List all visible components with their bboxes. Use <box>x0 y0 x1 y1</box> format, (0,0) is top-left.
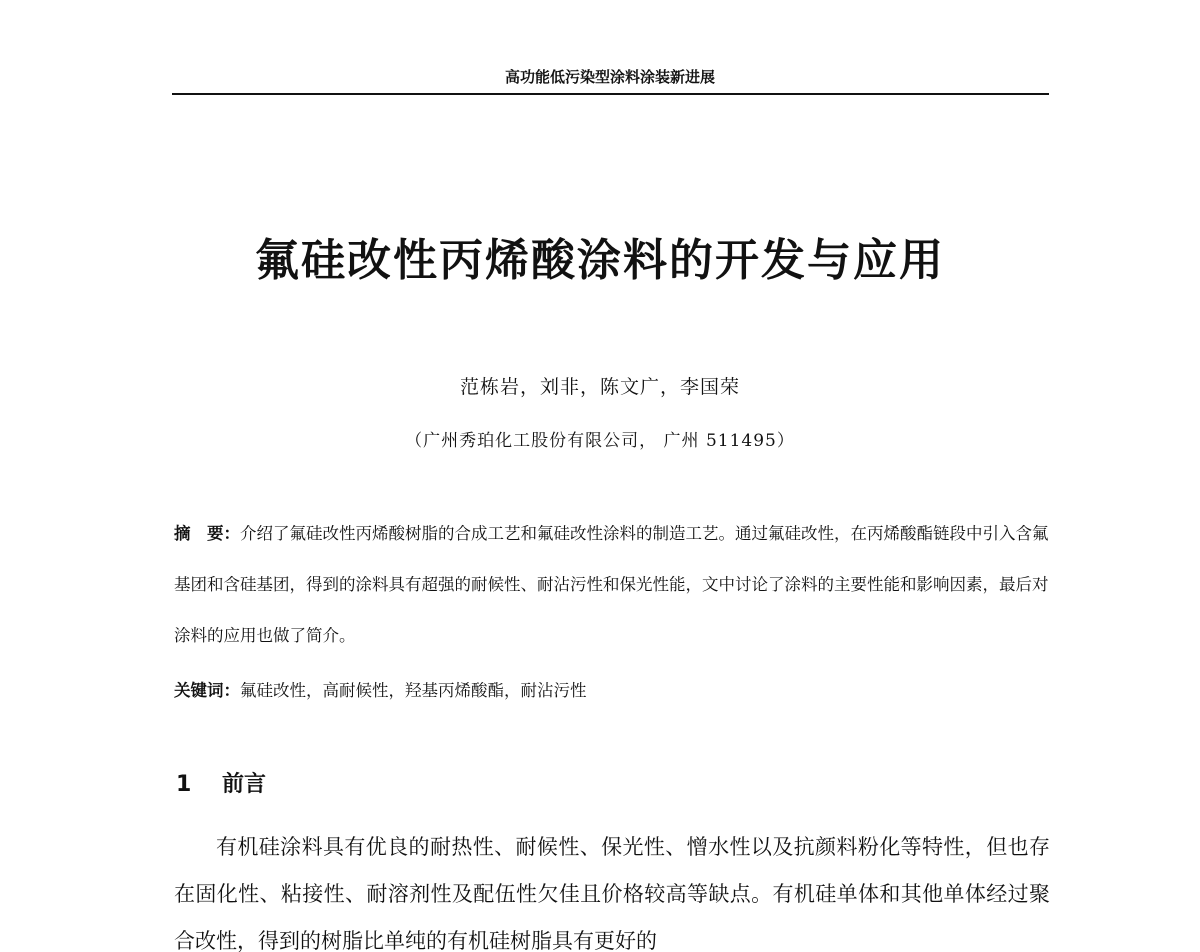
running-header: 高功能低污染型涂料涂装新进展 <box>504 68 715 86</box>
keywords <box>174 676 1050 706</box>
abstract <box>174 508 1050 661</box>
section-title: 前言 <box>222 772 267 797</box>
paper-title: 氟硅改性丙烯酸涂料的开发与应用 <box>255 235 945 286</box>
affiliation: （广州秀珀化工股份有限公司， 广州 511495） <box>405 431 795 451</box>
section-heading <box>176 765 266 805</box>
keywords-label: 关键词： <box>174 681 240 700</box>
body-paragraph: 有机硅涂料具有优良的耐热性、耐候性、保光性、憎水性以及抗颜料粉化等特性，但也存在固化性、粘接性、耐溶剂性及配伍性欠佳且价格较高等缺点。有机硅单体和其他单体经过聚合改性，得到的树脂比单纯的有机硅树脂具有更好的 <box>174 835 1050 952</box>
abstract-text: 介绍了氟硅改性丙烯酸树脂的合成工艺和氟硅改性涂料的制造工艺。通过氟硅改性，在丙烯酸酯链段中引入含氟基团和含硅基团，得到的涂料具有超强的耐候性、耐沾污性和保光性能，文中讨论了涂料的主要性能和影响因素，最后对涂料的应用也做了简介。 <box>174 524 1049 645</box>
authors: 范栋岩，刘非，陈文广，李国荣 <box>459 376 740 398</box>
keywords-text: 氟硅改性，高耐候性，羟基丙烯酸酯，耐沾污性 <box>240 681 587 700</box>
header-rule <box>172 93 1049 95</box>
section-number: 1 <box>176 772 192 797</box>
abstract-label: 摘 要： <box>174 524 240 543</box>
